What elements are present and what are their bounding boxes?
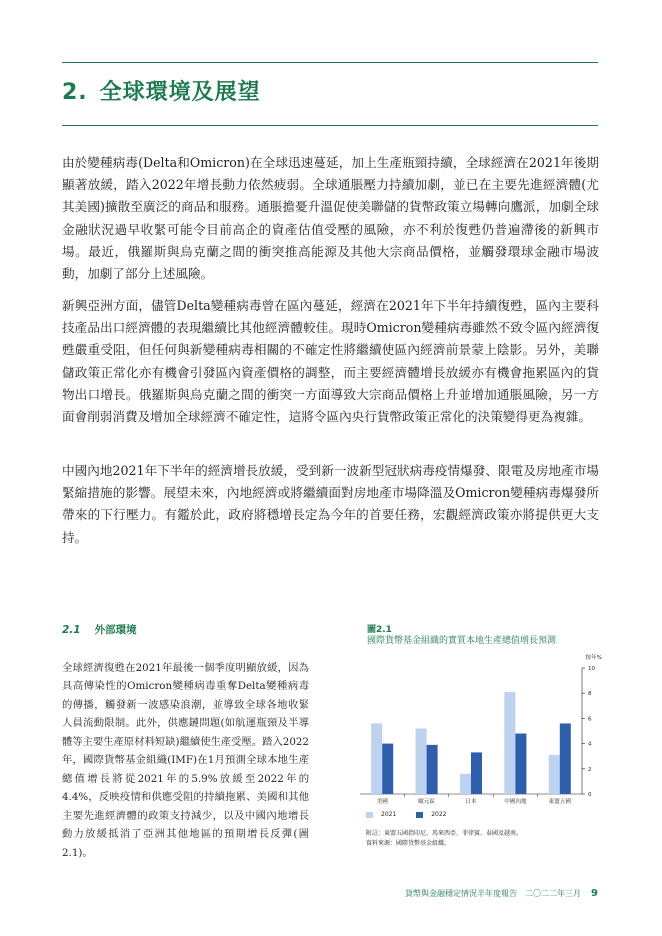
heading-bottom-rule [62,125,598,126]
y-tick-label: 2 [588,766,592,773]
y-tick-label: 8 [588,691,592,698]
bar-2021-1 [416,728,427,794]
subsection-number: 2.1 [62,624,81,636]
figure-notes [366,829,522,849]
gdp-growth-chart [360,647,605,809]
x-tick-label: 歐元區 [418,799,435,805]
section-number: 2. [62,80,88,105]
x-tick-label: 日本 [465,799,477,805]
subsection-heading [62,622,137,637]
x-tick-label: 東盟五國 [548,799,571,805]
bar-2021-4 [549,755,560,794]
page-footer [405,888,598,899]
legend-swatch-2022 [416,812,423,818]
paragraph-mainland-china: 中國內地2021年下半年的經濟增長放緩，受到新一波新型冠狀病毒疫情爆發、限電及房地產市場緊縮措施的影響。展望未來，內地經濟或將繼續面對房地產市場降溫及Omicron變種病毒爆發所帶來的下行壓力。有鑑於此，政府將穩增長定為今年的首要任務，宏觀經濟政策亦將提供更大支持。 [62,463,599,545]
footer-text: 貨幣與金融穩定情況半年度報告 二〇二二年三月 [405,889,582,898]
section-title: 全球環境及展望 [99,80,261,105]
bar-2022-2 [471,752,482,794]
legend-swatch-2021 [366,812,373,818]
bar-2021-3 [504,692,515,794]
subsection-title: 外部環境 [94,624,137,636]
figure-title: 國際貨幣基金組織的實質本地生產總值增長預測 [367,636,557,646]
figure-note: 附註：東盟五國指印尼、馬來西亞、菲律賓、泰國及越南。 [366,830,523,837]
y-tick-label: 6 [588,716,592,723]
y-axis-title: 按年% [585,655,602,661]
page-number: 9 [591,888,598,899]
bar-2021-2 [460,774,471,794]
x-tick-label: 中國內地 [504,799,527,805]
paragraph-global: 由於變種病毒(Delta和Omicron)在全球迅速蔓延，加上生產瓶頸持續，全球經濟在2021年後期顯著放緩，踏入2022年增長動力依然疲弱。全球通脹壓力持續加劇，並已在主要先進經濟體(尤其美國)擴散至廣泛的商品和服務。通脹擔憂升溫促使美聯儲的貨幣政策立場轉向鷹派，加劇全球金融狀況過早收緊可能令目前高企的資產估值受壓的風險，亦不利於復甦仍普遍滯後的新興市場。最近，俄羅斯與烏克蘭之間的衝突推高能源及其他大宗商品價格，並觸發環球金融市場波動，加劇了部分上述風險。 [62,155,599,282]
paragraph-emerging-asia: 新興亞洲方面，儘管Delta變種病毒曾在區內蔓延，經濟在2021年下半年持續復甦，區內主要科技產品出口經濟體的表現繼續比其他經濟體較佳。現時Omicron變種病毒雖然不致令區內經濟復甦嚴重受阻，但任何與新變種病毒相關的不確定性將繼續使區內經濟前景蒙上陰影。另外，美聯儲政策正常化亦有機會引發區內資產價格的調整，而主要經濟體增長放緩亦有機會拖累區內的貨物出口增長。俄羅斯與烏克蘭之間的衝突一方面導致大宗商品價格上升並增加通脹風險，另一方面會削弱消費及增加全球經濟不確定性，這將令區內央行貨幣政策正常化的決策變得更為複雜。 [62,298,599,425]
x-tick-label: 美國 [376,799,388,805]
subsection-paragraph: 全球經濟復甦在2021年最後一個季度明顯放緩，因為具高傳染性的Omicron變種病毒重奪Delta變種病毒的傳播，觸發新一波感染浪潮，並導致全球各地收緊人員流動限制。此外，供應鏈問題(如航運瓶頸及半導體等主要生產原材料短缺)繼續使生產受壓。踏入2022年，國際貨幣基金組織(IMF)在1月預測全球本地生產總值增長將從2021年的5.9%放緩至2022年的4.4%，反映疫情和供應受阻的持續拖累、美國和其他主要先進經濟體的政策支持減少，以及中國內地增長動力放緩抵消了亞洲其他地區的預期增長反彈(圖2.1)。 [62,662,309,859]
section-heading [62,75,261,106]
legend-item-2022 [416,811,446,818]
bar-2022-0 [382,744,393,794]
bar-2022-3 [515,734,526,794]
bar-2021-0 [371,723,382,794]
legend-label-2022: 2022 [431,811,447,818]
y-tick-label: 4 [588,741,592,748]
bar-2022-1 [427,745,438,794]
chart-legend [366,811,464,818]
y-tick-label: 10 [588,666,596,672]
legend-label-2021: 2021 [381,811,397,818]
top-rule [62,62,598,63]
legend-item-2021 [366,811,396,818]
figure-label: 圖2.1 [367,625,392,635]
figure-source: 資料來源：國際貨幣基金組織。 [366,840,451,847]
bar-2022-4 [560,723,571,794]
y-tick-label: 0 [588,792,592,798]
